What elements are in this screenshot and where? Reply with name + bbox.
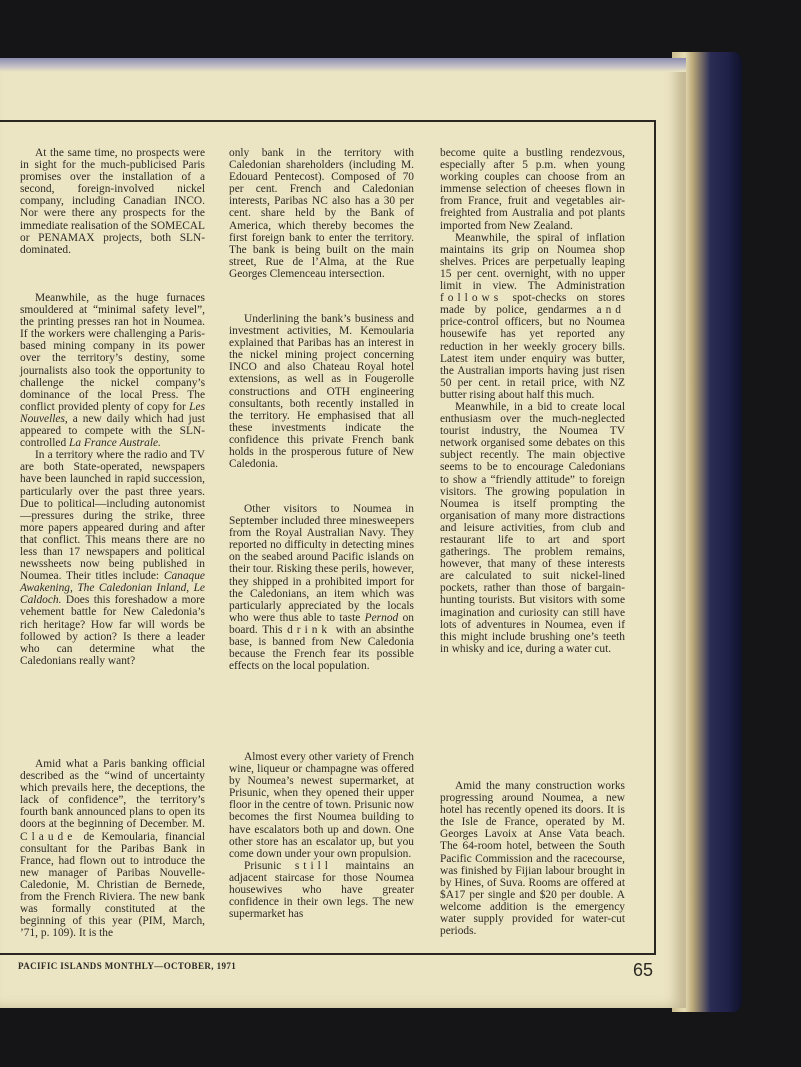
col3-para-1: become quite a bustling rendezvous, especially after 5 p.m. when young working couples can choose from an immense selection of cheeses flown in from France, fruit and vegetables air-freighted from Australia and pot plants imported from New Zealand. Meanwhile, the spiral of inflation maintains its grip on Noumea shop shelves. Prices are perpetually leaping 15 per cent. overnight, with no upper limit in view. The Administration follows spot-checks on stores made by police, gendarmes and price-control officers, but no Noumea housewife has yet reported any reduction in her weekly grocery bills. Latest item under enquiry was butter, the Australian imports having just risen 50 per cent. in retail price, with NZ butter rising about half this much. Meanwhile, in a bid to create local enthusiasm over the much-neglected tourist industry, the Noumea TV network organised some debates on this subject recently. The main objective seems to be to encourage Caledonians to show a “friendly attitude” to foreign visitors. The growing population in Noumea is itself prompting the organisation of many more distractions and leisure activities, from club and restaurant life to art and sport gatherings. The problem remains, however, that many of these interests are calculated to suit nickel-lined pockets, rather than those of bargain-hunting tourists. But visitors with some imagination and curiosity can still have lots of adventures in Noumea, even if this might include brushing one’s teeth in whisky and ice, during a water cut. [440,147,625,655]
col2-para-4: Almost every other variety of French wine, liqueur or champagne was offered by Noumea’s newest supermarket, at Prisunic, when they opened their upper floor in the centre of town. Prisunic now becomes the first Noumea building to have escalators both up and down. One other store has an escalator up, but you come down under your own propulsion. Prisunic still maintains an adjacent staircase for those Noumea housewives who have greater confidence in their own legs. The new supermarket has [229,751,414,921]
col2-para-3: Other visitors to Noumea in September included three minesweepers from the Royal Australian Navy. They reported no difficulty in detecting mines on the seabed around Pacific islands on their tour. Risking these perils, however, they shipped in a prohibited import for the Caledonians, an item which was particularly appreciated by the locals who were thus able to taste Pernod on board. This drink with an absinthe base, is banned from New Caledonia because the French fear its possible effects on the local population. [229,503,414,673]
col1-para-4: Amid what a Paris banking official described as the “wind of uncertainty which prevails here, the deceptions, the lack of confidence”, the territory’s fourth bank announced plans to open its doors at the beginning of December. M. Claude de Kemoularia, financial consultant for the Paribas Bank in France, had flown out to introduce the new manager of Paribas Nouvelle-Caledonie, M. Christian de Bernede, from the French Riviera. The new bank was formally constituted at the beginning of this year (PIM, March, ’71, p. 109). It is the [20,758,205,940]
col1-para-2: Meanwhile, as the huge furnaces smouldered at “minimal safety level”, the printing presses ran hot in Noumea. If the workers were challenging a Paris-based mining company in its power over the territory’s destiny, some journalists also took the opportunity to challenge the nickel company’s dominance of the local Press. The conflict provided plenty of copy for Les Nouvelles, a new daily which had just appeared to compete with the SLN-controlled La France Australe. In a territory where the radio and TV are both State-operated, newspapers have been launched in rapid succession, particularly over the past three years. Due to political—including autonomist—pressures during the strike, three more papers appeared during and after that conflict. This means there are no less than 17 newspapers and political newssheets now being published in Noumea. Their titles include: Canaque Awakening, The Caledonian Inland, Le Caldoch. Does this foreshadow a more vehement battle for New Caledonia’s rich heritage? How far will words be followed by action? Is there a leader who can determine what the Caledonians really want? [20,292,205,667]
running-footer: PACIFIC ISLANDS MONTHLY—OCTOBER, 1971 [18,961,237,971]
col1-para-1: At the same time, no prospects were in sight for the much-publicised Paris promises over the installation of a second, foreign-involved nickel company, including Canadian INCO. Nor were there any prospects for the immediate realisation of the SOMECAL or PENAMAX projects, both SLN-dominated. [20,147,205,256]
page-top-edge [0,58,686,72]
col2-italic-pernod: Pernod [364,611,399,624]
col1-italic-1: Les Nouvelles, [20,400,205,425]
col2-para-2: Underlining the bank’s business and investment activities, M. Kemoularia explained that Paribas has an interest in the nickel mining project concerning INCO and also Chateau Royal hotel extensions, as well as in Fougerolle constructions and OTH engineering consultants, both recently installed in the territory. He emphasised that all these investments indicate the confidence this private French bank holds in the prosperous future of New Caledonia. [229,313,414,471]
col2-para-1: only bank in the territory with Caledonian shareholders (including M. Edouard Pentecost). Composed of 70 per cent. French and Caledonian interests, Paribas NC also has a 30 per cent. share held by the Bank of America, which thereby becomes the first foreign bank to enter the territory. The bank is being built on the main street, Rue de l’Alma, at the Rue Georges Clemenceau intersection. [229,147,414,280]
page-number: 65 [633,960,654,980]
col3-para-4: Amid the many construction works progressing around Noumea, a new hotel has recently opened its doors. It is the Isle de France, operated by M. Georges Lavoix at Anse Vata beach. The 64-room hotel, between the South Pacific Commission and the racecourse, was finished by Fijian labour brought in by Hines, of Suva. Rooms are offered at $A17 per single and $20 per double. A welcome addition is the emergency water supply provided for water-cut periods. [440,780,625,938]
col1-italic-2: La France Australe. [69,437,161,450]
col1-italic-3: Canaque Awakening, The Caledonian Inland, Le Caldoch. [20,570,205,607]
